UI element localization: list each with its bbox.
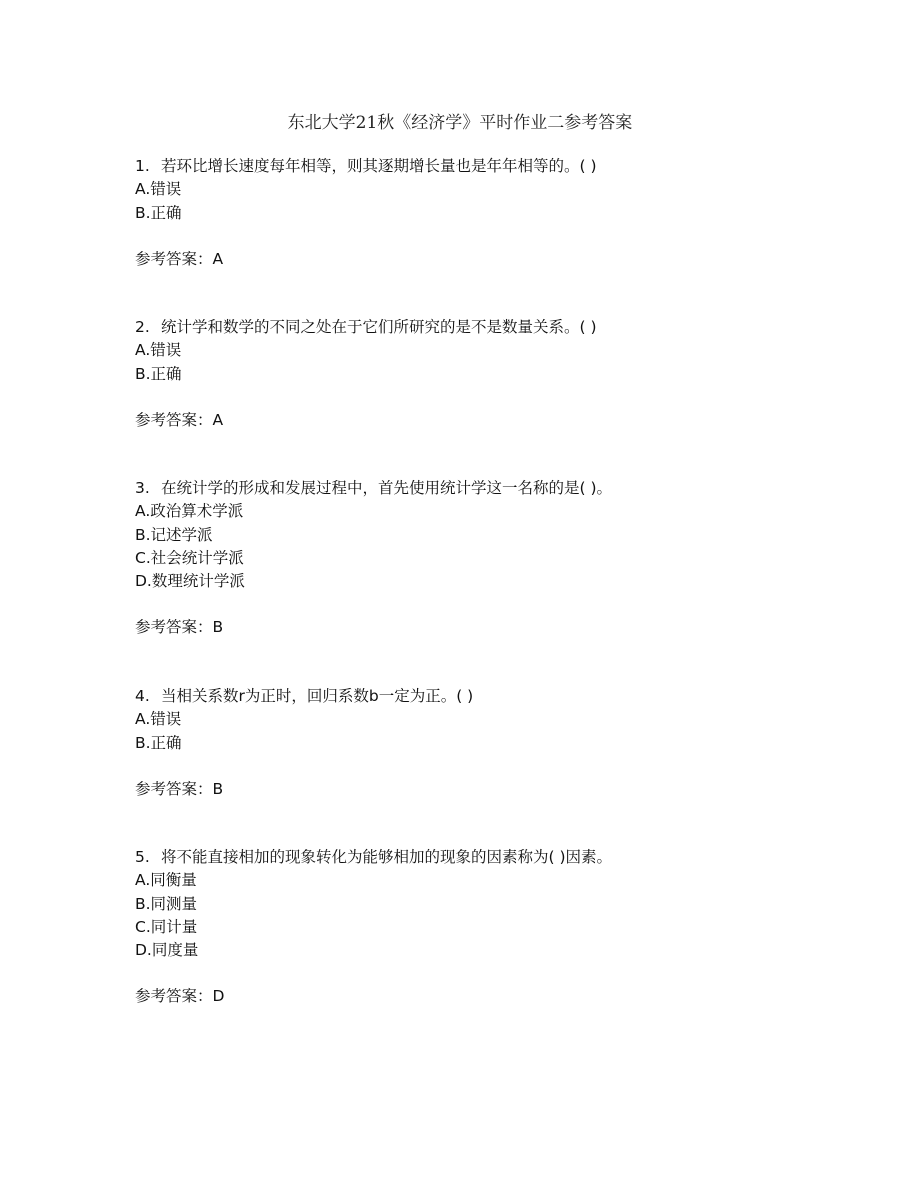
- question-stem: 1. 若环比增长速度每年相等，则其逐期增长量也是年年相等的。( ): [135, 155, 597, 178]
- option-b: B.正确: [135, 203, 182, 222]
- option-a: A.政治算术学派: [135, 502, 244, 521]
- question-number: 5.: [135, 848, 150, 866]
- option-b: B.同测量: [135, 894, 198, 913]
- option-a: A.错误: [135, 341, 182, 360]
- option-d: D.同度量: [135, 941, 199, 960]
- option-b: B.正确: [135, 733, 182, 752]
- question-2: [135, 316, 597, 432]
- reference-answer: 参考答案：A: [135, 249, 224, 268]
- question-stem: 4. 当相关系数r为正时，回归系数b一定为正。( ): [135, 685, 473, 708]
- question-3: [135, 477, 612, 640]
- option-b: B.记述学派: [135, 525, 213, 544]
- question-stem: 5. 将不能直接相加的现象转化为能够相加的现象的因素称为( )因素。: [135, 846, 612, 869]
- question-1: [135, 155, 597, 271]
- answer-value: A: [212, 410, 224, 429]
- option-a: A.错误: [135, 710, 182, 729]
- question-5: [135, 846, 612, 1009]
- reference-answer: 参考答案：D: [135, 987, 225, 1006]
- option-b: B.正确: [135, 364, 182, 383]
- reference-answer: 参考答案：B: [135, 779, 224, 798]
- question-number: 4.: [135, 687, 150, 705]
- question-number: 1.: [135, 157, 150, 175]
- question-stem: 3. 在统计学的形成和发展过程中，首先使用统计学这一名称的是( )。: [135, 477, 612, 500]
- answer-value: D: [212, 987, 225, 1006]
- question-stem: 2. 统计学和数学的不同之处在于它们所研究的是不是数量关系。( ): [135, 316, 597, 339]
- document-title: 东北大学21秋《经济学》平时作业二参考答案: [287, 113, 633, 133]
- question-4: [135, 685, 473, 801]
- question-number: 3.: [135, 479, 150, 497]
- reference-answer: 参考答案：B: [135, 618, 224, 637]
- answer-value: B: [212, 779, 224, 798]
- answer-value: B: [212, 618, 224, 637]
- option-a: A.同衡量: [135, 871, 197, 890]
- option-a: A.错误: [135, 180, 182, 199]
- option-c: C.社会统计学派: [135, 548, 244, 567]
- reference-answer: 参考答案：A: [135, 410, 224, 429]
- option-c: C.同计量: [135, 917, 198, 936]
- option-d: D.数理统计学派: [135, 572, 245, 591]
- question-number: 2.: [135, 318, 150, 336]
- answer-value: A: [212, 249, 224, 268]
